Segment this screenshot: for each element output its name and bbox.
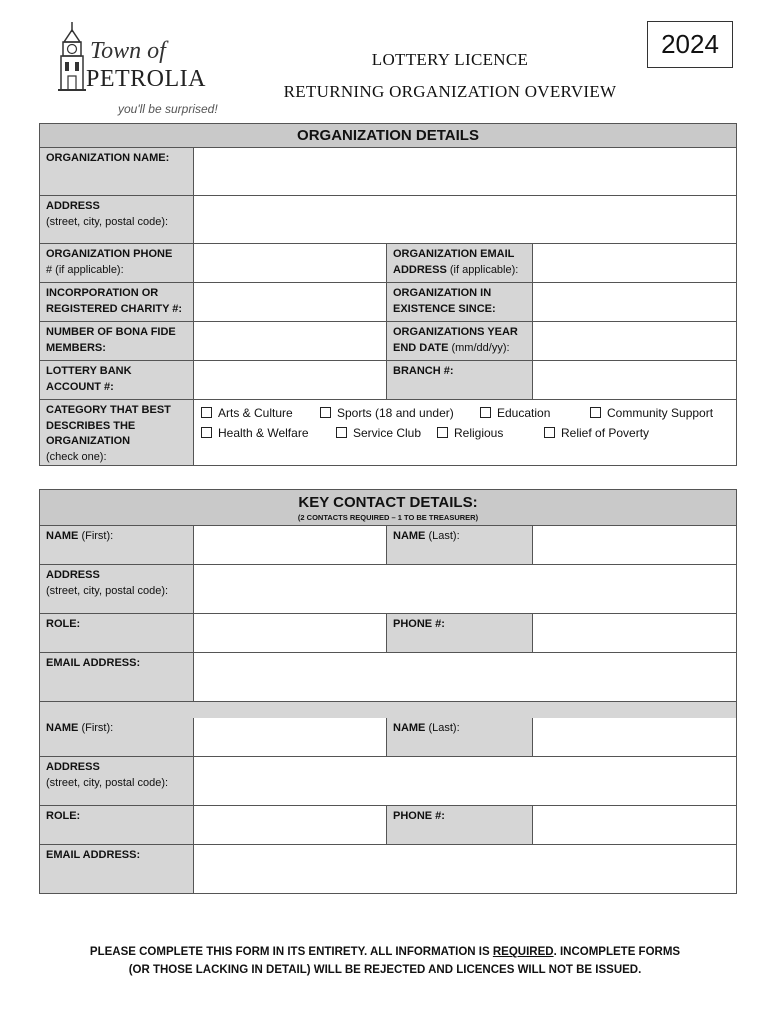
footer-line1: PLEASE COMPLETE THIS FORM IN ITS ENTIRETY. ALL INFORMATION IS REQUIRED. INCOMPLETE FORMS	[89, 946, 681, 958]
category-community-support[interactable]: Community Support	[590, 406, 713, 422]
form-subtitle: RETURNING ORGANIZATION OVERVIEW	[283, 82, 617, 101]
contact2-last-name-field[interactable]	[533, 718, 736, 757]
contact2-role-label: ROLE:	[40, 806, 194, 845]
org-name-field[interactable]	[194, 148, 736, 196]
category-service-club[interactable]: Service Club	[336, 426, 421, 442]
contact2-email-label: EMAIL ADDRESS:	[40, 845, 194, 893]
org-phone-field[interactable]	[194, 244, 387, 283]
contact2-phone-label: PHONE #:	[387, 806, 533, 845]
contact2-first-name-field[interactable]	[194, 718, 387, 757]
contact1-role-field[interactable]	[194, 614, 387, 653]
org-name-label: ORGANIZATION NAME:	[40, 148, 194, 196]
town-logo	[56, 20, 221, 118]
form-title: LOTTERY LICENCE	[371, 50, 529, 69]
checkbox[interactable]	[320, 407, 331, 418]
contact1-first-name-label: NAME (First):	[40, 526, 194, 565]
year-box: 2024	[647, 21, 733, 68]
incorporation-field[interactable]	[194, 283, 387, 322]
category-religious[interactable]: Religious	[437, 426, 503, 442]
bank-account-field[interactable]	[194, 361, 387, 400]
org-address-field[interactable]	[194, 196, 736, 244]
category-label: CATEGORY THAT BEST DESCRIBES THE ORGANIZATION (check one):	[40, 400, 194, 465]
logo-script: Town of	[90, 38, 166, 64]
category-education[interactable]: Education	[480, 406, 550, 422]
checkbox[interactable]	[544, 427, 555, 438]
org-email-label: ORGANIZATION EMAIL ADDRESS (if applicable):	[387, 244, 533, 283]
checkbox[interactable]	[336, 427, 347, 438]
contact1-role-label: ROLE:	[40, 614, 194, 653]
clock-tower-icon	[56, 22, 88, 94]
contact1-address-field[interactable]	[194, 565, 736, 614]
contact1-email-field[interactable]	[194, 653, 736, 702]
contact2-email-field[interactable]	[194, 845, 736, 893]
members-field[interactable]	[194, 322, 387, 361]
contact2-role-field[interactable]	[194, 806, 387, 845]
branch-label: BRANCH #:	[387, 361, 533, 400]
org-phone-label: ORGANIZATION PHONE # (if applicable):	[40, 244, 194, 283]
logo-town-name: PETROLIA	[86, 66, 206, 92]
contact1-email-label: EMAIL ADDRESS:	[40, 653, 194, 702]
checkbox[interactable]	[201, 427, 212, 438]
contact2-first-name-label: NAME (First):	[40, 718, 194, 757]
checkbox[interactable]	[201, 407, 212, 418]
contact-divider	[40, 702, 736, 719]
year-end-field[interactable]	[533, 322, 736, 361]
org-email-field[interactable]	[533, 244, 736, 283]
contact1-last-name-label: NAME (Last):	[387, 526, 533, 565]
category-arts-culture[interactable]: Arts & Culture	[201, 406, 293, 422]
contact1-phone-label: PHONE #:	[387, 614, 533, 653]
incorporation-label: INCORPORATION OR REGISTERED CHARITY #:	[40, 283, 194, 322]
required-emphasis: REQUIRED	[492, 946, 554, 958]
existence-since-field[interactable]	[533, 283, 736, 322]
members-label: NUMBER OF BONA FIDE MEMBERS:	[40, 322, 194, 361]
contact1-phone-field[interactable]	[533, 614, 736, 653]
contact2-address-field[interactable]	[194, 757, 736, 806]
category-sports[interactable]: Sports (18 and under)	[320, 406, 454, 422]
contact2-last-name-label: NAME (Last):	[387, 718, 533, 757]
contact2-address-label: ADDRESS (street, city, postal code):	[40, 757, 194, 806]
contact1-last-name-field[interactable]	[533, 526, 736, 565]
checkbox[interactable]	[590, 407, 601, 418]
organization-details-table	[39, 123, 737, 466]
org-address-label: ADDRESS (street, city, postal code):	[40, 196, 194, 244]
category-options	[194, 400, 736, 465]
key-contact-heading-block	[40, 490, 736, 526]
footer-notice	[40, 943, 730, 979]
key-contact-subheading: (2 CONTACTS REQUIRED – 1 TO BE TREASURER)	[297, 513, 479, 522]
logo-tagline: you'll be surprised!	[118, 102, 218, 116]
branch-field[interactable]	[533, 361, 736, 400]
footer-line2: (OR THOSE LACKING IN DETAIL) WILL BE REJECTED AND LICENCES WILL NOT BE ISSUED.	[128, 964, 642, 976]
contact1-address-label: ADDRESS (street, city, postal code):	[40, 565, 194, 614]
key-contact-heading: KEY CONTACT DETAILS:	[298, 494, 478, 511]
bank-account-label: LOTTERY BANK ACCOUNT #:	[40, 361, 194, 400]
contact1-first-name-field[interactable]	[194, 526, 387, 565]
checkbox[interactable]	[437, 427, 448, 438]
category-health-welfare[interactable]: Health & Welfare	[201, 426, 309, 442]
key-contact-table	[39, 489, 737, 894]
existence-since-label: ORGANIZATION IN EXISTENCE SINCE:	[387, 283, 533, 322]
category-relief-of-poverty[interactable]: Relief of Poverty	[544, 426, 649, 442]
checkbox[interactable]	[480, 407, 491, 418]
year-end-label: ORGANIZATIONS YEAR END DATE (mm/dd/yy):	[387, 322, 533, 361]
organization-details-heading: ORGANIZATION DETAILS	[40, 124, 736, 148]
contact2-phone-field[interactable]	[533, 806, 736, 845]
